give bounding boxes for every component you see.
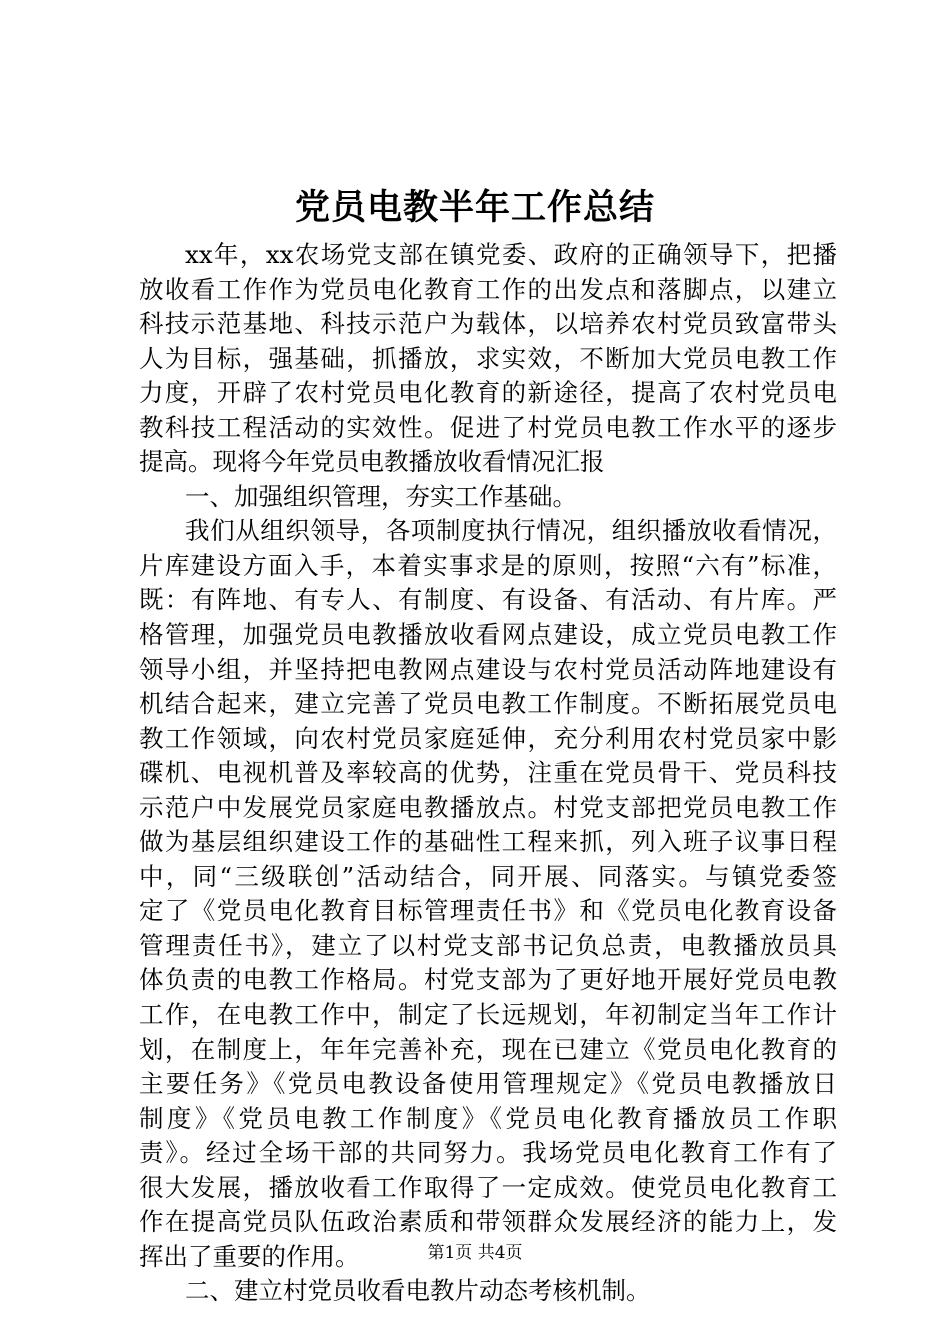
body-line: 一、加强组织管理，夯实工作基础。 bbox=[185, 481, 577, 511]
body-line: 力度，开辟了农村党员电化教育的新途径，提高了农村党员电 bbox=[139, 378, 837, 408]
body-line: 既：有阵地、有专人、有制度、有设备、有活动、有片库。严 bbox=[139, 585, 837, 615]
body-line: 管理责任书》，建立了以村党支部书记负总责，电教播放员具 bbox=[139, 930, 837, 960]
document-body bbox=[139, 238, 837, 1309]
body-line: 提高。现将今年党员电教播放收看情况汇报 bbox=[139, 447, 605, 477]
body-line: 领导小组，并坚持把电教网点建设与农村党员活动阵地建设有 bbox=[139, 654, 837, 684]
body-line: 我们从组织领导，各项制度执行情况，组织播放收看情况， bbox=[185, 516, 837, 546]
body-line: 做为基层组织建设工作的基础性工程来抓，列入班子议事日程 bbox=[139, 827, 837, 857]
page-footer: 第1页 共4页 bbox=[427, 1243, 523, 1263]
body-line: 科技示范基地、科技示范户为载体，以培养农村党员致富带头 bbox=[139, 309, 837, 339]
body-line: 制度》《党员电教工作制度》《党员电化教育播放员工作职 bbox=[139, 1103, 837, 1133]
body-line: 片库建设方面入手，本着实事求是的原则，按照“六有”标准， bbox=[139, 550, 837, 580]
body-line: 定了《党员电化教育目标管理责任书》和《党员电化教育设备 bbox=[139, 896, 837, 926]
body-line: 放收看工作作为党员电化教育工作的出发点和落脚点，以建立 bbox=[139, 274, 837, 304]
body-line: 责》。经过全场干部的共同努力。我场党员电化教育工作有了 bbox=[139, 1138, 837, 1168]
body-line: 二、建立村党员收看电教片动态考核机制。 bbox=[185, 1276, 651, 1306]
body-line: 中，同“三级联创”活动结合，同开展、同落实。与镇党委签 bbox=[139, 861, 837, 891]
body-line: 教科技工程活动的实效性。促进了村党员电教工作水平的逐步 bbox=[139, 412, 837, 442]
body-line: 机结合起来，建立完善了党员电教工作制度。不断拓展党员电 bbox=[139, 689, 837, 719]
body-line: 人为目标，强基础，抓播放，求实效，不断加大党员电教工作 bbox=[139, 343, 837, 373]
body-line: 很大发展，播放收看工作取得了一定成效。使党员电化教育工 bbox=[139, 1172, 837, 1202]
body-line: 作在提高党员队伍政治素质和带领群众发展经济的能力上，发 bbox=[139, 1207, 837, 1237]
body-line: 挥出了重要的作用。 bbox=[139, 1241, 360, 1271]
body-line: xx年，xx农场党支部在镇党委、政府的正确领导下，把播 bbox=[185, 240, 837, 269]
body-line: 格管理，加强党员电教播放收看网点建设，成立党员电教工作 bbox=[139, 620, 837, 650]
body-line: 示范户中发展党员家庭电教播放点。村党支部把党员电教工作 bbox=[139, 792, 837, 822]
body-line: 工作，在电教工作中，制定了长远规划，年初制定当年工作计 bbox=[139, 1000, 837, 1030]
body-line: 划，在制度上，年年完善补充，现在已建立《党员电化教育的 bbox=[139, 1034, 837, 1064]
body-line: 体负责的电教工作格局。村党支部为了更好地开展好党员电教 bbox=[139, 965, 837, 995]
document-title: 党员电教半年工作总结 bbox=[294, 188, 655, 228]
body-line: 碟机、电视机普及率较高的优势，注重在党员骨干、党员科技 bbox=[139, 758, 837, 788]
body-line: 教工作领域，向农村党员家庭延伸，充分利用农村党员家中影 bbox=[139, 723, 837, 753]
body-line: 主要任务》《党员电教设备使用管理规定》《党员电教播放日 bbox=[139, 1069, 837, 1099]
